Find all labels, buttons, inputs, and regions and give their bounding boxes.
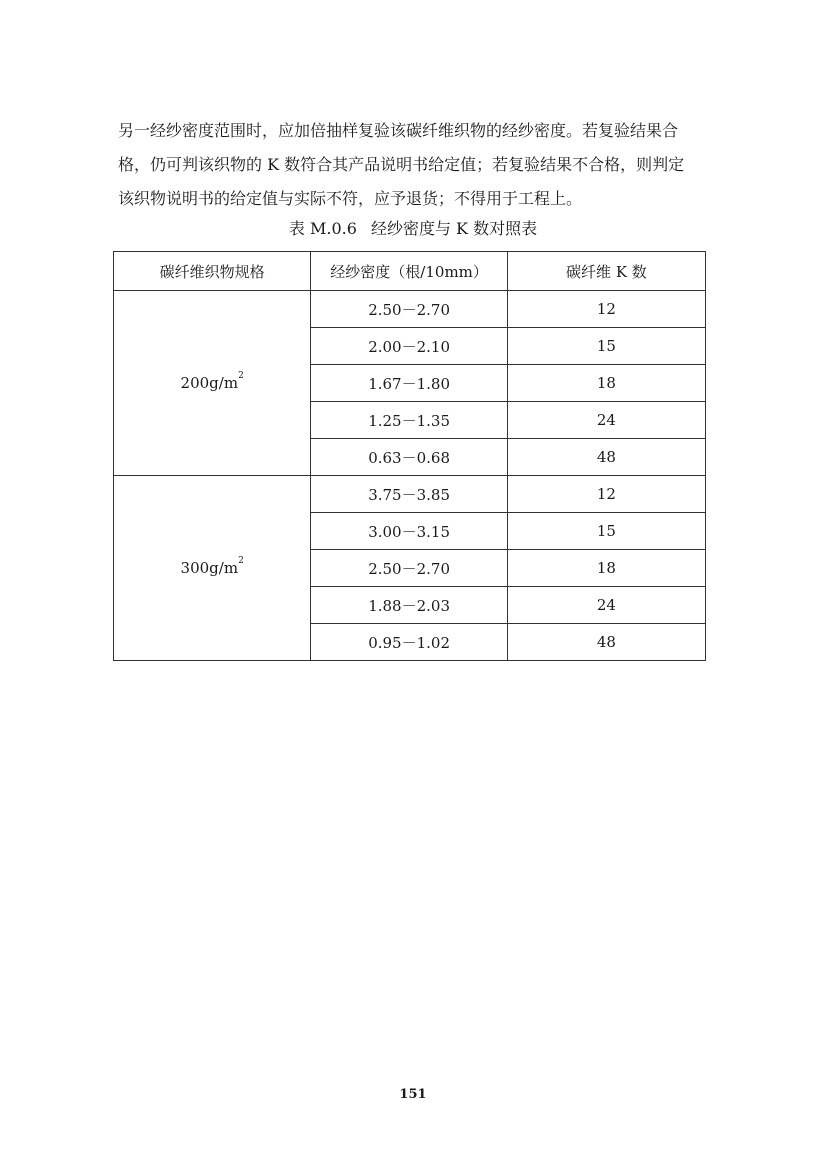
k-cell: 18 — [507, 365, 705, 402]
table-header-row — [114, 252, 706, 291]
spec-value: 200g/m — [180, 374, 239, 392]
density-cell: 3.00－3.15 — [311, 513, 508, 550]
spec-cell — [114, 476, 311, 661]
spec-unit-exponent: 2 — [238, 556, 244, 566]
density-cell: 2.50－2.70 — [311, 550, 508, 587]
table-caption-number: 表 M.0.6 — [288, 219, 357, 238]
k-cell: 12 — [507, 476, 705, 513]
density-cell: 0.63－0.68 — [311, 439, 508, 476]
k-cell: 48 — [507, 439, 705, 476]
density-cell: 2.50－2.70 — [311, 291, 508, 328]
k-cell: 18 — [507, 550, 705, 587]
density-cell: 0.95－1.02 — [311, 624, 508, 661]
paragraph-line: 另一经纱密度范围时，应加倍抽样复验该碳纤维织物的经纱密度。若复验结果合 — [118, 121, 679, 140]
body-paragraph — [118, 114, 710, 216]
density-cell: 3.75－3.85 — [311, 476, 508, 513]
spec-unit-exponent: 2 — [238, 371, 244, 381]
density-cell: 2.00－2.10 — [311, 328, 508, 365]
k-cell: 24 — [507, 402, 705, 439]
density-cell: 1.88－2.03 — [311, 587, 508, 624]
table-caption-title: 经纱密度与 K 数对照表 — [370, 219, 538, 238]
density-cell: 1.25－1.35 — [311, 402, 508, 439]
k-cell: 24 — [507, 587, 705, 624]
spec-cell — [114, 291, 311, 476]
paragraph-line: 格，仍可判该织物的 K 数符合其产品说明书给定值；若复验结果不合格，则判定 — [118, 155, 685, 174]
spec-value: 300g/m — [180, 559, 239, 577]
paragraph-line: 该织物说明书的给定值与实际不符，应予退货；不得用于工程上。 — [118, 189, 583, 208]
table-row — [114, 476, 706, 513]
density-k-table — [113, 251, 706, 661]
header-density: 经纱密度（根/10mm） — [311, 252, 508, 291]
k-cell: 12 — [507, 291, 705, 328]
page-number: 151 — [399, 1087, 427, 1102]
header-spec: 碳纤维织物规格 — [114, 252, 311, 291]
density-cell: 1.67－1.80 — [311, 365, 508, 402]
k-cell: 15 — [507, 328, 705, 365]
table-caption — [0, 219, 826, 239]
table-row — [114, 291, 706, 328]
header-k: 碳纤维 K 数 — [507, 252, 705, 291]
k-cell: 15 — [507, 513, 705, 550]
k-cell: 48 — [507, 624, 705, 661]
